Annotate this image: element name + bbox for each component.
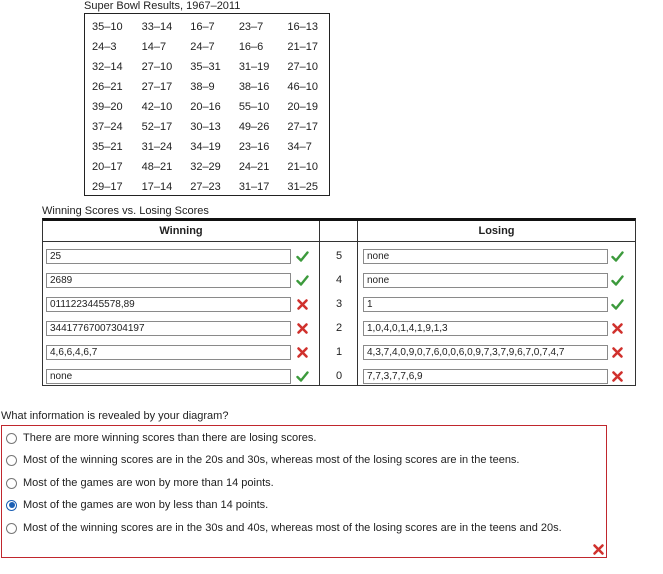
results-cell: 17–14 <box>141 181 173 193</box>
results-row <box>85 117 329 137</box>
check-icon <box>611 250 624 263</box>
x-icon <box>296 322 309 335</box>
results-cell: 33–14 <box>141 21 173 33</box>
results-cell: 27–17 <box>287 121 319 133</box>
results-cell: 34–7 <box>287 141 312 153</box>
results-cell: 16–13 <box>287 21 319 33</box>
results-cell: 23–7 <box>238 21 264 33</box>
results-cell: 38–16 <box>238 81 270 93</box>
results-cell: 21–10 <box>287 161 319 173</box>
results-cell: 16–7 <box>190 21 215 33</box>
winning-leaves-input[interactable]: 25 <box>46 249 291 264</box>
results-cell: 46–10 <box>287 81 319 93</box>
losing-leaves-input[interactable]: 4,3,7,4,0,9,0,7,6,0,0,6,0,9,7,3,7,9,6,7,0,7,4,7 <box>363 345 608 360</box>
radio-button[interactable] <box>6 433 17 444</box>
stem-label: 1 <box>335 346 343 358</box>
losing-leaves-input[interactable]: none <box>363 249 608 264</box>
results-cell: 52–17 <box>141 121 173 133</box>
results-cell: 21–17 <box>287 41 319 53</box>
check-icon <box>611 274 624 287</box>
results-cell: 20–19 <box>287 101 319 113</box>
results-cell: 27–10 <box>141 61 173 73</box>
results-row <box>85 137 329 157</box>
results-row <box>85 157 329 177</box>
x-icon <box>611 370 624 383</box>
results-cell: 29–17 <box>92 181 123 193</box>
results-cell: 48–21 <box>141 161 173 173</box>
results-cell: 55–10 <box>238 101 270 113</box>
x-icon <box>611 346 624 359</box>
radio-button[interactable] <box>6 523 17 534</box>
winning-leaves-input[interactable]: 0111223445578,89 <box>46 297 291 312</box>
winning-leaves-input[interactable]: 2689 <box>46 273 291 288</box>
results-cell: 20–17 <box>92 161 123 173</box>
winning-leaves-input[interactable]: none <box>46 369 291 384</box>
stem-label: 2 <box>335 322 343 334</box>
results-cell: 24–3 <box>92 41 117 53</box>
stem-label: 5 <box>335 250 343 262</box>
stem-header <box>320 221 357 242</box>
results-table-caption: Super Bowl Results, 1967–2011 <box>84 0 241 12</box>
radio-button[interactable] <box>6 500 17 511</box>
answer-option-label: Most of the games are won by more than 14 points. <box>23 477 274 489</box>
stem-label: 4 <box>335 274 343 286</box>
results-row <box>85 17 329 37</box>
results-cell: 37–24 <box>92 121 123 133</box>
check-icon <box>296 370 309 383</box>
results-cell: 38–9 <box>190 81 215 93</box>
results-cell: 35–31 <box>190 61 221 73</box>
answer-option-label: Most of the winning scores are in the 30s and 40s, whereas most of the losing scores are in the teens and 20s. <box>23 522 562 534</box>
results-cell: 27–10 <box>287 61 319 73</box>
winning-header: Winning <box>43 221 319 242</box>
results-cell: 27–23 <box>190 181 221 193</box>
results-cell: 26–21 <box>92 81 123 93</box>
check-icon <box>296 274 309 287</box>
winning-leaves-input[interactable]: 34417767007304197 <box>46 321 291 336</box>
results-row <box>85 57 329 77</box>
results-cell: 31–25 <box>287 181 319 193</box>
losing-leaves-input[interactable]: 1 <box>363 297 608 312</box>
results-cell: 31–19 <box>238 61 270 73</box>
question-prompt: What information is revealed by your diagram? <box>1 410 229 422</box>
results-cell: 16–6 <box>238 41 264 53</box>
answer-options <box>1 425 607 558</box>
answer-option[interactable] <box>6 454 520 466</box>
results-cell: 31–24 <box>141 141 173 153</box>
losing-leaves-input[interactable]: 7,7,3,7,7,6,9 <box>363 369 608 384</box>
results-cell: 31–17 <box>238 181 270 193</box>
results-cell: 49–26 <box>238 121 270 133</box>
answer-option[interactable] <box>6 432 316 444</box>
results-cell: 27–17 <box>141 81 173 93</box>
answer-option-label: Most of the winning scores are in the 20s and 30s, whereas most of the losing scores are in the teens. <box>23 454 520 466</box>
results-row <box>85 177 329 197</box>
answer-option-label: Most of the games are won by less than 14 points. <box>23 499 269 511</box>
results-cell: 35–21 <box>92 141 123 153</box>
losing-header: Losing <box>358 221 635 242</box>
results-row <box>85 77 329 97</box>
answer-option[interactable] <box>6 499 268 511</box>
check-icon <box>296 250 309 263</box>
losing-leaves-input[interactable]: none <box>363 273 608 288</box>
results-row <box>85 97 329 117</box>
stem-leaf-caption: Winning Scores vs. Losing Scores <box>42 205 209 217</box>
stem-leaf-table <box>42 218 636 386</box>
answer-option[interactable] <box>6 477 274 489</box>
results-cell: 35–10 <box>92 21 123 33</box>
winning-leaves-input[interactable]: 4,6,6,4,6,7 <box>46 345 291 360</box>
answer-option[interactable] <box>6 522 562 534</box>
stem-label: 3 <box>335 298 343 310</box>
results-cell: 24–21 <box>238 161 270 173</box>
results-table <box>84 13 330 196</box>
check-icon <box>611 298 624 311</box>
x-icon <box>296 298 309 311</box>
results-cell: 23–16 <box>238 141 270 153</box>
radio-button[interactable] <box>6 478 17 489</box>
answer-option-label: There are more winning scores than there are losing scores. <box>23 432 317 444</box>
results-cell: 34–19 <box>190 141 221 153</box>
x-icon <box>611 322 624 335</box>
radio-button[interactable] <box>6 455 17 466</box>
results-cell: 14–7 <box>141 41 167 53</box>
x-icon <box>296 346 309 359</box>
results-cell: 20–16 <box>190 101 221 113</box>
x-icon <box>592 543 605 556</box>
results-cell: 30–13 <box>190 121 221 133</box>
results-cell: 32–29 <box>190 161 221 173</box>
results-cell: 24–7 <box>190 41 215 53</box>
losing-leaves-input[interactable]: 1,0,4,0,1,4,1,9,1,3 <box>363 321 608 336</box>
results-cell: 32–14 <box>92 61 123 73</box>
results-cell: 39–20 <box>92 101 123 113</box>
stem-label: 0 <box>335 370 343 382</box>
results-cell: 42–10 <box>141 101 173 113</box>
results-row <box>85 37 329 57</box>
